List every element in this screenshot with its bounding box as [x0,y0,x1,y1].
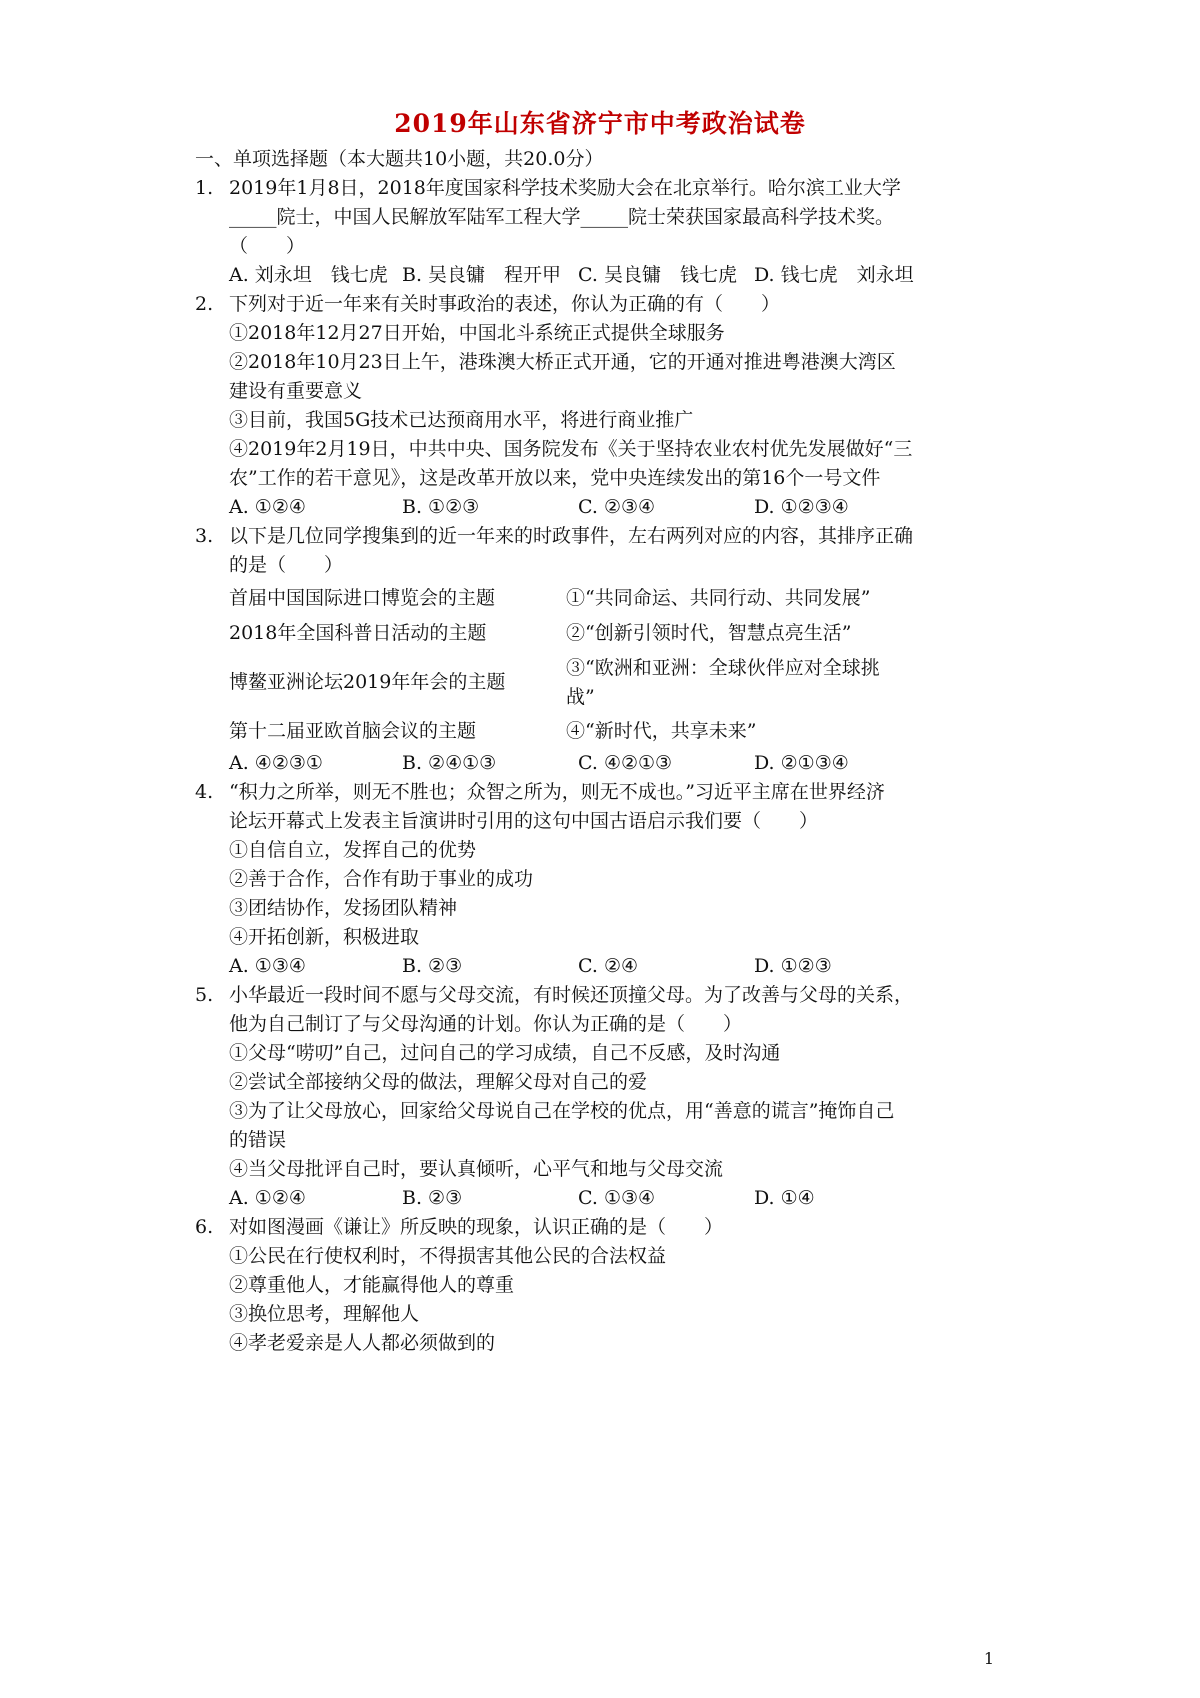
question-line: 2019年1月8日，2018年度国家科学技术奖励大会在北京举行。哈尔滨工业大学 [229,177,901,199]
question-line: 对如图漫画《谦让》所反映的现象，认识正确的是（ ） [229,1216,724,1238]
question-line: _____院士，中国人民解放军陆军工程大学_____院士荣获国家最高科学技术奖。 [229,206,895,228]
statement-item: ②善于合作，合作有助于事业的成功 [229,868,534,890]
statement-item: 的错误 [229,1129,287,1151]
statement-item: ①父母“唠叨”自己，过问自己的学习成绩，自己不反感，及时沟通 [229,1042,781,1064]
option-b: B. ②③ [402,1187,463,1209]
option-d: D. ①②③ [754,955,832,977]
table-cell-left: 博鳌亚洲论坛2019年年会的主题 [229,671,506,693]
option-a: A. 刘永坦 钱七虎 [229,264,388,286]
page-number: 1 [983,1649,994,1668]
table-cell-right: ③“欧洲和亚洲：全球伙伴应对全球挑 [566,657,880,679]
option-d: D. ②①③④ [754,752,849,774]
question-number: 1. [195,177,214,199]
option-d: D. 钱七虎 刘永坦 [754,264,914,286]
statement-item: ①公民在行使权利时，不得损害其他公民的合法权益 [229,1245,667,1267]
statement-item: 建设有重要意义 [229,380,363,402]
option-b: B. 吴良镛 程开甲 [402,264,562,286]
table-cell-right: ①“共同命运、共同行动、共同发展” [566,587,871,609]
question-number: 6. [195,1216,214,1238]
option-c: C. 吴良镛 钱七虎 [578,264,737,286]
question-line: 他为自己制订了与父母沟通的计划。你认为正确的是（ ） [229,1013,743,1035]
question-line: 的是（ ） [229,554,344,576]
option-d: D. ①②③④ [754,496,849,518]
table-cell-right: ④“新时代，共享未来” [566,720,757,742]
question-number: 4. [195,781,214,803]
statement-item: ④开拓创新，积极进取 [229,926,420,948]
statement-item: ④孝老爱亲是人人都必须做到的 [229,1332,496,1354]
statement-item: ④2019年2月19日，中共中央、国务院发布《关于坚持农业农村优先发展做好“三 [229,438,913,460]
question-line: 小华最近一段时间不愿与父母交流，有时候还顶撞父母。为了改善与父母的关系， [229,984,914,1006]
option-a: A. ①②④ [229,1187,306,1209]
table-cell-left: 首届中国国际进口博览会的主题 [229,587,496,609]
statement-item: ②尊重他人，才能赢得他人的尊重 [229,1274,515,1296]
statement-item: ③换位思考，理解他人 [229,1303,420,1325]
question-line: 以下是几位同学搜集到的近一年来的时政事件，左右两列对应的内容，其排序正确 [229,525,914,547]
statement-item: ②2018年10月23日上午，港珠澳大桥正式开通，它的开通对推进粤港澳大湾区 [229,351,896,373]
option-c: C. ②③④ [578,496,656,518]
question-number: 3. [195,525,214,547]
table-cell-left: 第十二届亚欧首脑会议的主题 [229,720,477,742]
question-number: 5. [195,984,214,1006]
table-cell-right: ②“创新引领时代，智慧点亮生活” [566,622,852,644]
option-c: C. ④②①③ [578,752,673,774]
statement-item: ③团结协作，发扬团队精神 [229,897,458,919]
question-number: 2. [195,293,214,315]
statement-item: ③目前，我国5G技术已达预商用水平，将进行商业推广 [229,409,694,431]
option-c: C. ②④ [578,955,639,977]
question-line: （ ） [229,235,306,257]
statement-item: 农”工作的若干意见》，这是改革开放以来，党中央连续发出的第16个一号文件 [229,467,881,489]
option-a: A. ①②④ [229,496,306,518]
option-b: B. ②③ [402,955,463,977]
table-cell-left: 2018年全国科普日活动的主题 [229,622,487,644]
option-a: A. ④②③① [229,752,323,774]
statement-item: ③为了让父母放心，回家给父母说自己在学校的优点，用“善意的谎言”掩饰自己 [229,1100,895,1122]
option-c: C. ①③④ [578,1187,656,1209]
page-title: 2019年山东省济宁市中考政治试卷 [394,109,806,138]
question-line: 论坛开幕式上发表主旨演讲时引用的这句中国古语启示我们要（ ） [229,810,819,832]
question-line: “积力之所举，则无不胜也；众智之所为，则无不成也。”习近平主席在世界经济 [229,781,885,803]
option-b: B. ①②③ [402,496,480,518]
table-cell-right: 战” [566,686,595,708]
statement-item: ①2018年12月27日开始，中国北斗系统正式提供全球服务 [229,322,725,344]
option-a: A. ①③④ [229,955,306,977]
statement-item: ①自信自立，发挥自己的优势 [229,839,477,861]
statement-item: ②尝试全部接纳父母的做法，理解父母对自己的爱 [229,1071,648,1093]
option-d: D. ①④ [754,1187,815,1209]
statement-item: ④当父母批评自己时，要认真倾听，心平气和地与父母交流 [229,1158,724,1180]
option-b: B. ②④①③ [402,752,497,774]
section-heading: 一、单项选择题（本大题共10小题，共20.0分） [195,148,604,170]
question-line: 下列对于近一年来有关时事政治的表述，你认为正确的有（ ） [229,293,781,315]
